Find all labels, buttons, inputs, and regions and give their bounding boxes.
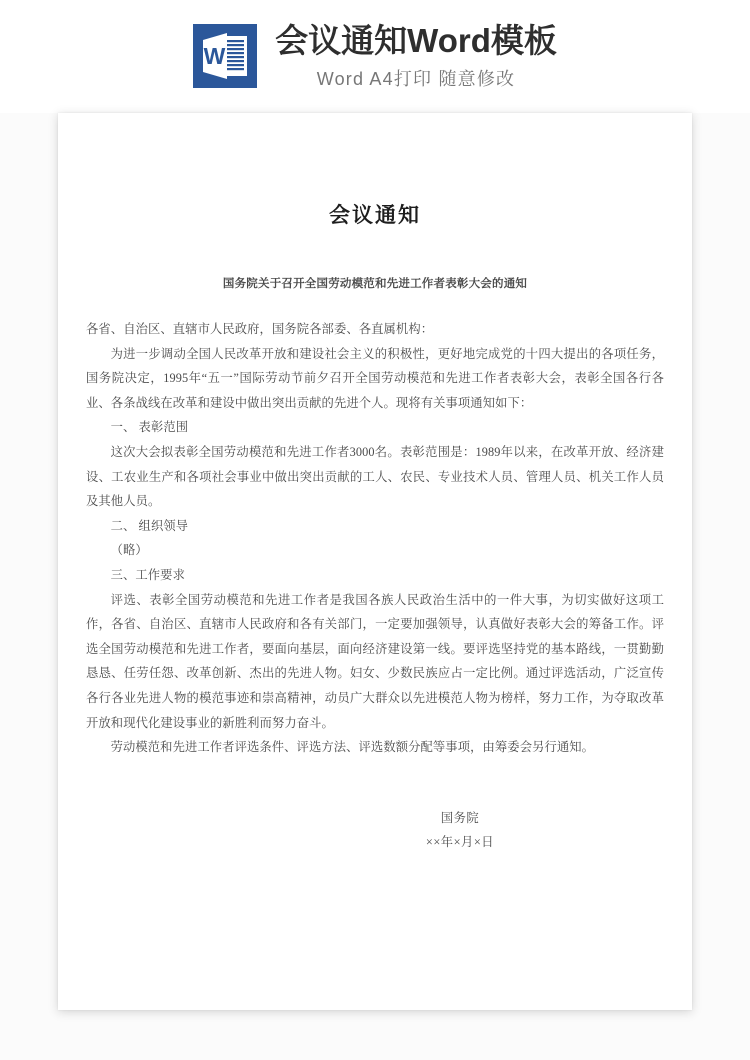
banner-inner xyxy=(193,20,557,92)
document-subtitle: 国务院关于召开全国劳动模范和先进工作者表彰大会的通知 xyxy=(222,278,528,290)
banner-title: 会议通知Word模板 xyxy=(275,22,557,59)
svg-text:W: W xyxy=(203,43,226,69)
paragraph-omitted: （略） xyxy=(110,543,148,558)
section-heading-three: 三、工作要求 xyxy=(110,567,185,582)
paragraph-closing: 劳动模范和先进工作者评选条件、评选方法、评选数额分配等事项，由筹委会另行通知。 xyxy=(110,740,595,755)
document-page xyxy=(58,113,692,1010)
section-heading-two: 二、 组织领导 xyxy=(110,518,189,533)
signature-block xyxy=(86,806,664,854)
word-document-icon xyxy=(193,24,257,88)
section-heading-one: 一、 表彰范围 xyxy=(110,420,189,435)
banner-subtitle: Word A4打印 随意修改 xyxy=(316,69,516,89)
document-paragraphs xyxy=(86,317,664,760)
paragraph-recipients: 各省、自治区、直辖市人民政府，国务院各部委、各直属机构： xyxy=(86,322,434,336)
paragraph-scope: 这次大会拟表彰全国劳动模范和先进工作者3000名。表彰范围是：1989年以来，在改革开放、经济建设、工农业生产和各项社会事业中做出突出贡献的工人、农民、专业技术人员、管理人员、机关工作人员及其他人员。 xyxy=(86,444,664,509)
page-title: 会议通知 xyxy=(329,203,421,227)
banner-text-group xyxy=(275,20,557,92)
paragraph-preamble: 为进一步调动全国人民改革开放和建设社会主义的积极性，更好地完成党的十四大提出的各项任务，国务院决定，1995年“五一”国际劳动节前夕召开全国劳动模范和先进工作者表彰大会，表彰全国各行各业、各条战线在改革和建设中做出突出贡献的先进个人。现将有关事项通知如下： xyxy=(86,346,664,410)
document-body xyxy=(86,113,664,1010)
header-banner xyxy=(0,0,750,113)
signature-date: ××年×月×日 xyxy=(425,834,495,849)
document-page-wrapper xyxy=(58,113,692,1010)
signature-organization: 国务院 xyxy=(440,810,480,825)
paragraph-requirements: 评选、表彰全国劳动模范和先进工作者是我国各族人民政治生活中的一件大事，为切实做好这项工作，各省、自治区、直辖市人民政府和各有关部门，一定要加强领导，认真做好表彰大会的筹备工作。评选全国劳动模范和先进工作者，要面向基层，面向经济建设第一线。要评选坚持党的基本路线，一贯勤勤恳恳、任劳任怨、改革创新、杰出的先进人物。妇女、少数民族应占一定比例。通过评选活动，广泛宣传各行各业先进人物的模范事迹和崇高精神，动员广大群众以先进模范人物为榜样，努力工作，为夺取改革开放和现代化建设事业的新胜利而努力奋斗。 xyxy=(86,592,664,730)
